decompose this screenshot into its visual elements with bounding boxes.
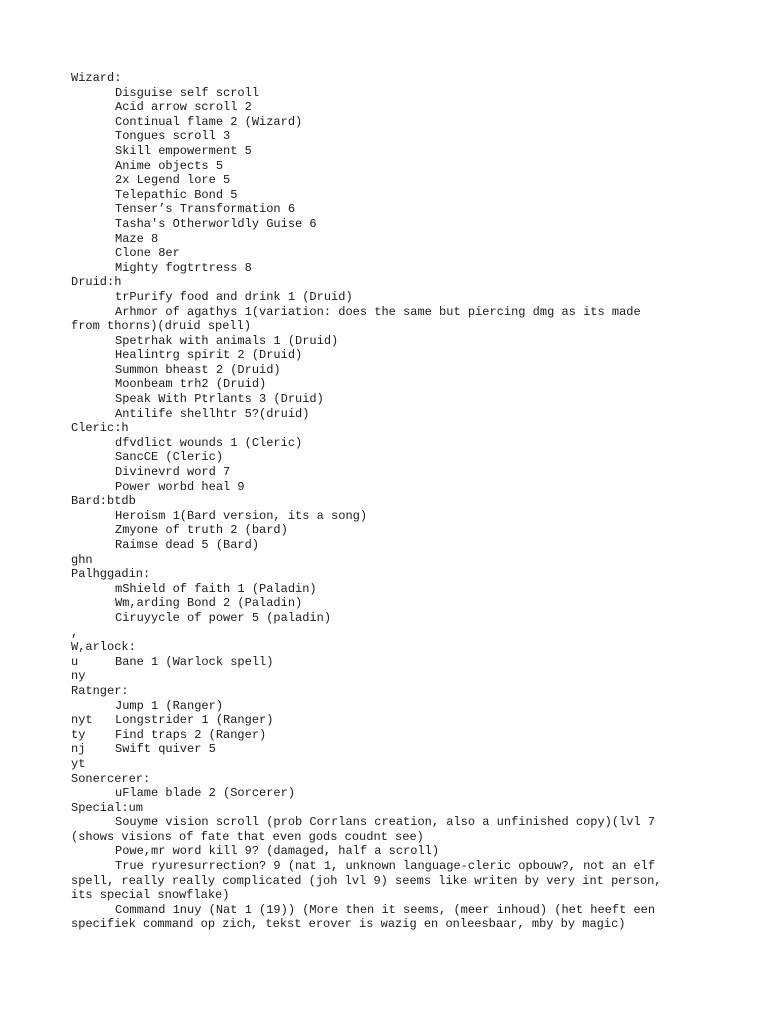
line-text: Ciruyycle of power 5 (paladin) — [115, 610, 332, 625]
line-text: from thorns)(druid spell) — [71, 319, 252, 334]
line-text: Arhmor of agathys 1(variation: does the same but piercing dmg as its made — [115, 304, 641, 319]
line-text: Skill empowerment 5 — [115, 143, 252, 158]
line-text: its special snowflake) — [71, 888, 230, 903]
line-text: , — [71, 625, 79, 640]
line-text: specifiek command op zich, tekst erover is wazig en onleesbaar, mby by magic) — [71, 917, 626, 932]
line-text: Tasha's Otherworldly Guise 6 — [115, 216, 317, 231]
document-line — [71, 757, 711, 772]
document-line — [71, 129, 711, 144]
line-text: Continual flame 2 (Wizard) — [115, 114, 303, 129]
document-line — [71, 480, 711, 495]
line-gutter: u — [71, 654, 79, 669]
document-line — [71, 71, 711, 86]
line-text: SancCE (Cleric) — [115, 450, 224, 465]
document-body — [71, 71, 711, 932]
line-text: Cleric:h — [71, 421, 129, 436]
line-text: Heroism 1(Bard version, its a song) — [115, 508, 368, 523]
line-text: Sonercerer: — [71, 771, 151, 786]
line-text: Zmyone of truth 2 (bard) — [115, 523, 288, 538]
document-line — [71, 290, 711, 305]
document-line — [71, 144, 711, 159]
line-text: Ratnger: — [71, 683, 129, 698]
document-line — [71, 305, 711, 320]
document-line — [71, 173, 711, 188]
line-text: ghn — [71, 552, 93, 567]
line-text: Antilife shellhtr 5?(druid) — [115, 406, 310, 421]
line-text: Special:um — [71, 800, 144, 815]
line-text: Anime objects 5 — [115, 158, 224, 173]
line-text: Palhggadin: — [71, 567, 151, 582]
document-line — [71, 115, 711, 130]
line-text: trPurify food and drink 1 (Druid) — [115, 289, 353, 304]
line-gutter: ty — [71, 727, 86, 742]
line-text: ny — [71, 669, 86, 684]
document-line — [71, 611, 711, 626]
document-line — [71, 538, 711, 553]
line-text: Clone 8er — [115, 246, 180, 261]
document-line — [71, 523, 711, 538]
line-text: dfvdlict wounds 1 (Cleric) — [115, 435, 303, 450]
line-text: uFlame blade 2 (Sorcerer) — [115, 786, 296, 801]
document-line — [71, 202, 711, 217]
document-line — [71, 407, 711, 422]
line-gutter: nyt — [71, 713, 93, 728]
line-text: Maze 8 — [115, 231, 159, 246]
document-line — [71, 626, 711, 641]
line-text: Swift quiver 5 — [115, 742, 216, 757]
line-text: Wm,arding Bond 2 (Paladin) — [115, 596, 303, 611]
line-text: Command 1nuy (Nat 1 (19)) (More then it seems, (meer inhoud) (het heeft een — [115, 902, 656, 917]
document-line — [71, 509, 711, 524]
document-line — [71, 553, 711, 568]
line-text: Jump 1 (Ranger) — [115, 698, 224, 713]
line-text: Druid:h — [71, 275, 122, 290]
line-text: Longstrider 1 (Ranger) — [115, 713, 274, 728]
line-text: Bard:btdb — [71, 494, 136, 509]
document-line — [71, 319, 711, 334]
document-line — [71, 742, 711, 757]
line-text: Acid arrow scroll 2 — [115, 100, 252, 115]
line-text: yt — [71, 756, 86, 771]
line-text: spell, really really complicated (joh lvl 9) seems like writen by very int person, — [71, 873, 662, 888]
document-line — [71, 844, 711, 859]
line-text: Bane 1 (Warlock spell) — [115, 654, 274, 669]
line-text: True ryuresurrection? 9 (nat 1, unknown language-cleric opbouw?, not an elf — [115, 859, 656, 874]
document-line — [71, 246, 711, 261]
line-text: Moonbeam trh2 (Druid) — [115, 377, 267, 392]
document-line — [71, 436, 711, 451]
document-line — [71, 859, 711, 874]
line-gutter: nj — [71, 742, 86, 757]
document-line — [71, 261, 711, 276]
line-text: Tongues scroll 3 — [115, 129, 231, 144]
document-line — [71, 421, 711, 436]
line-text: Tenser’s Transformation 6 — [115, 202, 296, 217]
document-line — [71, 684, 711, 699]
line-text: (shows visions of fate that even gods coudnt see) — [71, 829, 424, 844]
document-line — [71, 188, 711, 203]
line-text: Power worbd heal 9 — [115, 479, 245, 494]
line-text: Telepathic Bond 5 — [115, 187, 238, 202]
document-line — [71, 669, 711, 684]
document-line — [71, 713, 711, 728]
document-line — [71, 801, 711, 816]
document-line — [71, 100, 711, 115]
document-line — [71, 159, 711, 174]
line-text: Spetrhak with animals 1 (Druid) — [115, 333, 339, 348]
document-line — [71, 596, 711, 611]
document-line — [71, 494, 711, 509]
line-text: Speak With Ptrlants 3 (Druid) — [115, 392, 324, 407]
document-line — [71, 334, 711, 349]
document-line — [71, 275, 711, 290]
document-line — [71, 786, 711, 801]
document-line — [71, 874, 711, 889]
document-line — [71, 582, 711, 597]
line-text: Powe,mr word kill 9? (damaged, half a scroll) — [115, 844, 440, 859]
document-line — [71, 903, 711, 918]
line-text: Souyme vision scroll (prob Corrlans creation, also a unfinished copy)(lvl 7 — [115, 815, 656, 830]
document-line — [71, 217, 711, 232]
document-line — [71, 815, 711, 830]
document-line — [71, 917, 711, 932]
line-text: Find traps 2 (Ranger) — [115, 727, 267, 742]
document-line — [71, 363, 711, 378]
document-line — [71, 348, 711, 363]
line-text: 2x Legend lore 5 — [115, 173, 231, 188]
document-line — [71, 567, 711, 582]
document-line — [71, 450, 711, 465]
document-line — [71, 377, 711, 392]
document-line — [71, 392, 711, 407]
line-text: Healintrg spirit 2 (Druid) — [115, 348, 303, 363]
document-line — [71, 655, 711, 670]
document-line — [71, 232, 711, 247]
document-line — [71, 640, 711, 655]
line-text: Raimse dead 5 (Bard) — [115, 538, 260, 552]
line-text: Mighty fogtrtress 8 — [115, 260, 252, 275]
document-line — [71, 699, 711, 714]
line-text: Wizard: — [71, 71, 122, 85]
line-text: W,arlock: — [71, 640, 136, 655]
document-line — [71, 728, 711, 743]
document-line — [71, 888, 711, 903]
document-line — [71, 772, 711, 787]
line-text: Summon bheast 2 (Druid) — [115, 362, 281, 377]
document-line — [71, 86, 711, 101]
line-text: Divinevrd word 7 — [115, 465, 231, 480]
document-line — [71, 830, 711, 845]
line-text: mShield of faith 1 (Paladin) — [115, 581, 317, 596]
line-text: Disguise self scroll — [115, 85, 260, 100]
document-line — [71, 465, 711, 480]
